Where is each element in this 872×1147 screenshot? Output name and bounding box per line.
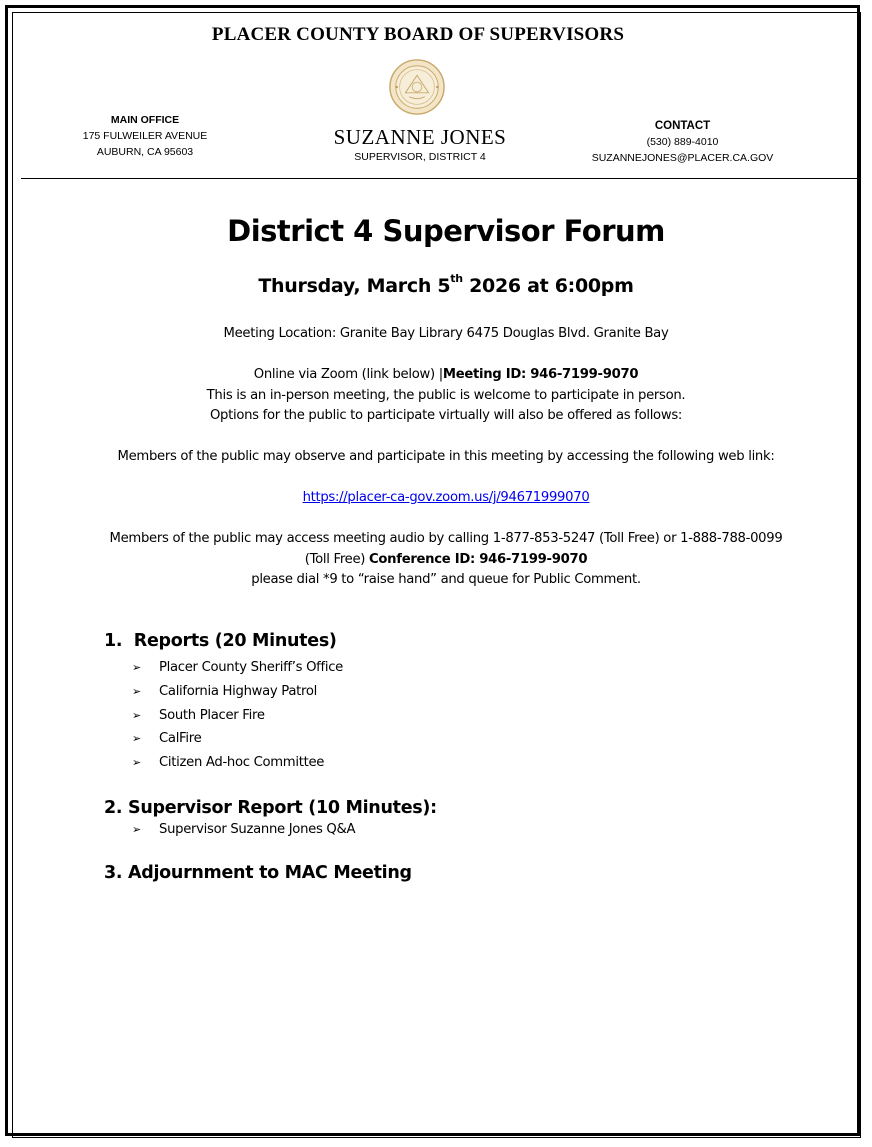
meeting-id: Meeting ID: 946-7199-9070	[442, 367, 639, 382]
agenda-subitems	[104, 818, 437, 842]
page-title: District 4 Supervisor Forum	[227, 214, 665, 248]
meeting-location: Meeting Location: Granite Bay Library 6475 Douglas Blvd. Granite Bay	[223, 326, 669, 341]
agenda-subitems	[104, 656, 343, 775]
agenda-item-2	[104, 798, 437, 842]
supervisor-role: SUPERVISOR, DISTRICT 4	[354, 151, 486, 163]
agenda-item-1	[104, 631, 343, 775]
arrow-bullet-icon: ➢	[132, 756, 141, 770]
agenda-heading: 2. Supervisor Report (10 Minutes):	[104, 798, 437, 818]
date-ordinal: th	[450, 272, 463, 285]
raise-hand-note: please dial *9 to “raise hand” and queue for Public Comment.	[251, 572, 641, 587]
arrow-bullet-icon: ➢	[132, 823, 141, 836]
web-link-intro: Members of the public may observe and participate in this meeting by accessing the following web link:	[117, 449, 775, 464]
main-office-block	[70, 112, 220, 160]
online-prefix: Online via Zoom (link below) |	[253, 367, 443, 382]
org-title: PLACER COUNTY BOARD OF SUPERVISORS	[211, 24, 625, 45]
event-date	[0, 272, 872, 297]
contact-email: SUZANNEJONES@PLACER.CA.GOV	[591, 152, 774, 164]
date-prefix: Thursday, March 5	[258, 275, 451, 297]
office-address-line1: 175 FULWEILER AVENUE	[82, 130, 208, 142]
header-divider	[21, 178, 857, 179]
supervisor-name: SUZANNE JONES	[333, 125, 507, 149]
list-item: ➢ California Highway Patrol	[104, 680, 343, 704]
arrow-bullet-icon: ➢	[132, 732, 141, 746]
arrow-bullet-icon: ➢	[132, 708, 141, 722]
contact-phone: (530) 889-4010	[646, 136, 719, 148]
audio-line2-prefix: (Toll Free)	[304, 551, 370, 567]
arrow-bullet-icon: ➢	[132, 661, 141, 674]
conference-id: Conference ID: 946-7199-9070	[369, 551, 588, 567]
zoom-link[interactable]: https://placer-ca-gov.zoom.us/j/94671999070	[302, 490, 590, 505]
supervisor-block	[300, 124, 540, 164]
arrow-bullet-icon: ➢	[132, 684, 141, 698]
agenda-heading: 1. Reports (20 Minutes)	[104, 631, 337, 651]
office-address-line2: AUBURN, CA 95603	[96, 146, 194, 158]
list-item: ➢ South Placer Fire	[104, 704, 343, 728]
zoom-link-row	[0, 488, 872, 509]
agenda-item-3	[104, 863, 412, 883]
in-person-note: This is an in-person meeting, the public is welcome to participate in person.	[206, 387, 686, 403]
list-item: ➢ CalFire	[104, 727, 343, 751]
main-office-heading: MAIN OFFICE	[110, 114, 180, 126]
county-seal-icon	[388, 58, 446, 116]
date-rest: 2026 at 6:00pm	[462, 275, 634, 297]
audio-line1: Members of the public may access meeting audio by calling 1-877-853-5247 (Toll Free) or 1-888-788-0099	[109, 531, 783, 546]
agenda-heading: 3. Adjournment to MAC Meeting	[104, 863, 412, 883]
list-item: ➢ Supervisor Suzanne Jones Q&A	[104, 818, 437, 842]
online-info	[0, 365, 872, 427]
contact-heading: CONTACT	[654, 120, 711, 132]
virtual-note: Options for the public to participate virtually will also be offered as follows:	[209, 408, 683, 423]
audio-info	[0, 529, 872, 591]
contact-block	[570, 118, 795, 166]
list-item: ➢ Placer County Sheriff’s Office	[104, 656, 343, 680]
list-item: ➢ Citizen Ad-hoc Committee	[104, 751, 343, 775]
